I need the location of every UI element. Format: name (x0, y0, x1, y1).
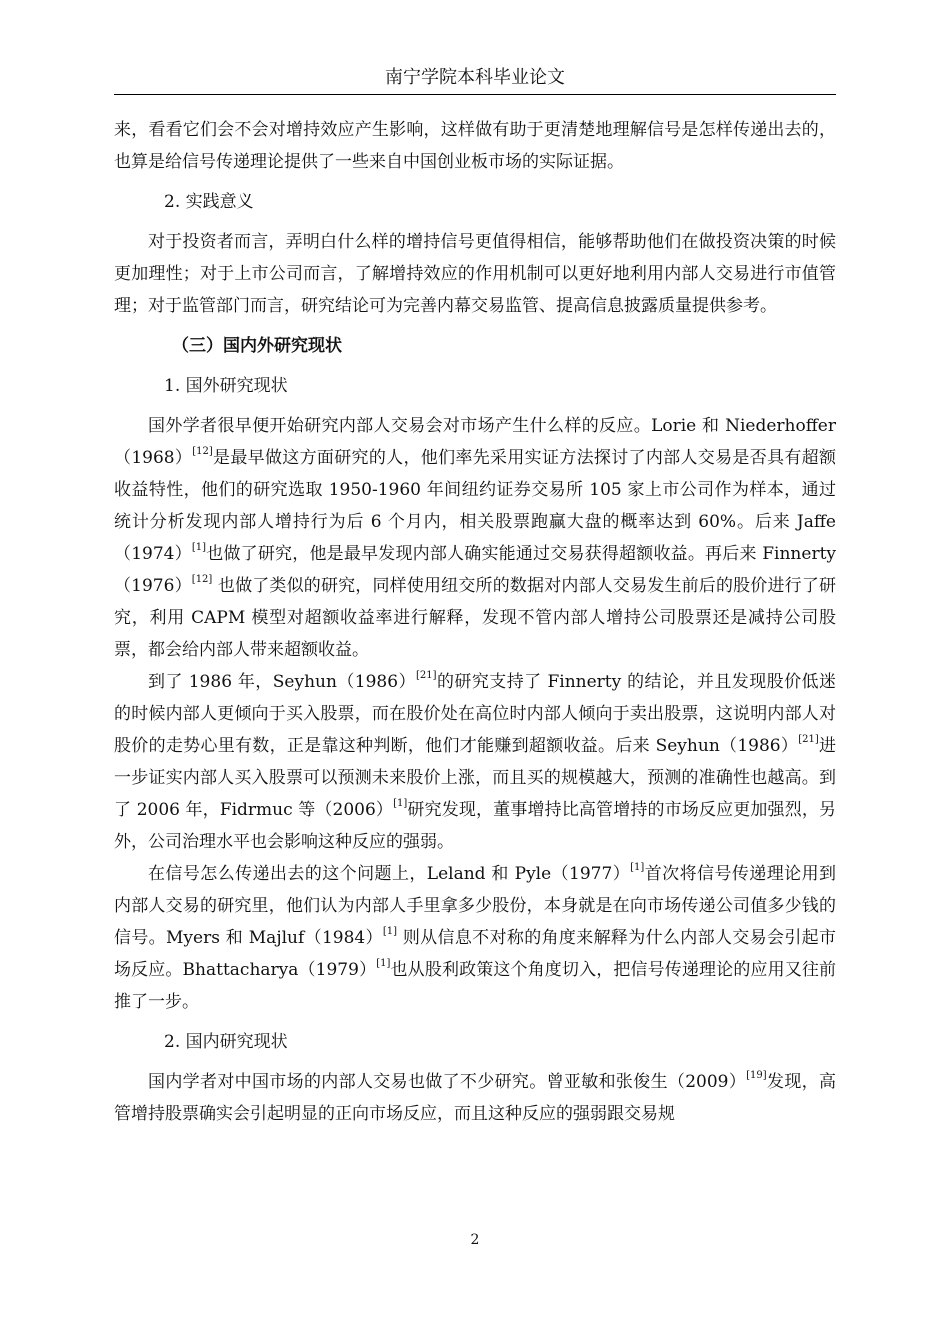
text-segment: 国外学者很早便开始研究内部人交易会对市场产生什么样的反应。Lorie 和 Niederhoffer（1968） (114, 416, 836, 468)
text-segment: 进一步证实内部人买入股票可以预测未来股价上涨，而且买的规模越大，预测的准确性也越高。到了 2006 年，Fidrmuc 等（2006） (114, 736, 837, 820)
body-text (114, 114, 836, 1130)
text-segment: 的研究支持了 Finnerty 的结论，并且发现股价低迷的时候内部人更倾向于买入股票，而在股价处在高位时内部人倾向于卖出股票，这说明内部人对股价的走势心里有数，正是靠这种判断，他们才能赚到超额收益。后来 Seyhun（1986） (114, 672, 836, 756)
subheading-foreign-research: 1. 国外研究现状 (164, 376, 288, 396)
paragraph-practical-significance: 对于投资者而言，弄明白什么样的增持信号更值得相信，能够帮助他们在做投资决策的时候更加理性；对于上市公司而言，了解增持效应的作用机制可以更好地利用内部人交易进行市值管理；对于监管部门而言，研究结论可为完善内幕交易监管、提高信息披露质量提供参考。 (114, 232, 836, 316)
text-segment: 也从股利政策这个角度切入，把信号传递理论的应用又往前推了一步。 (114, 960, 837, 1012)
citation-ref: [12] (192, 446, 213, 458)
page-number: 2 (470, 1232, 480, 1248)
citation-ref: [1] (191, 542, 207, 554)
text-segment: 也做了类似的研究，同样使用纽交所的数据对内部人交易发生前后的股价进行了研究，利用 CAPM 模型对超额收益率进行解释，发现不管内部人增持公司股票还是减持公司股票，都会给内部人带来超额收益。 (114, 576, 837, 660)
text-segment: 首次将信号传递理论用到内部人交易的研究里，他们认为内部人手里拿多少股份，本身就是在向市场传递公司值多少钱的信号。Myers 和 Majluf（1984） (114, 864, 836, 948)
citation-ref: [21] (415, 670, 437, 682)
citation-ref: [1] (630, 862, 645, 874)
citation-ref: [19] (746, 1070, 767, 1082)
citation-ref: [12] (191, 574, 213, 586)
citation-ref: [21] (798, 734, 819, 746)
section-heading-research-status: （三）国内外研究现状 (172, 336, 342, 356)
text-segment: 发现，高管增持股票确实会引起明显的正向市场反应，而且这种反应的强弱跟交易规 (114, 1072, 837, 1124)
subheading-domestic-research: 2. 国内研究现状 (164, 1032, 288, 1052)
text-segment: 则从信息不对称的角度来解释为什么内部人交易会引起市场反应。Bhattacharya（1979） (114, 928, 837, 980)
subheading-practical-significance: 2. 实践意义 (164, 192, 254, 212)
text-segment: 也做了研究，他是最早发现内部人确实能通过交易获得超额收益。再后来 Finnerty（1976） (114, 544, 837, 596)
citation-ref: [1] (382, 926, 398, 938)
header-divider (114, 94, 836, 95)
text-segment: 是最早做这方面研究的人，他们率先采用实证方法探讨了内部人交易是否具有超额收益特性，他们的研究选取 1950-1960 年间纽约证券交易所 105 家上市公司作为样本，通过统计分析发现内部人增持行为后 6 个月内，相关股票跑赢大盘的概率达到 60%。后来 Jaffe（1974） (114, 448, 836, 564)
paragraph-foreign-research-2 (114, 666, 836, 858)
paragraph-foreign-research-3 (114, 858, 836, 1018)
text-segment: 国内学者对中国市场的内部人交易也做了不少研究。曾亚敏和张俊生（2009） (148, 1072, 747, 1092)
running-header: 南宁学院本科毕业论文 (385, 67, 565, 88)
text-segment: 研究发现，董事增持比高管增持的市场反应更加强烈，另外，公司治理水平也会影响这种反应的强弱。 (114, 800, 836, 852)
paragraph-intro-continuation: 来，看看它们会不会对增持效应产生影响，这样做有助于更清楚地理解信号是怎样传递出去的，也算是给信号传递理论提供了一些来自中国创业板市场的实际证据。 (114, 120, 836, 172)
text-segment: 在信号怎么传递出去的这个问题上，Leland 和 Pyle（1977） (148, 864, 631, 884)
text-segment: 到了 1986 年，Seyhun（1986） (148, 672, 416, 692)
paragraph-domestic-research-1 (114, 1066, 836, 1130)
citation-ref: [1] (376, 958, 391, 970)
paragraph-foreign-research-1 (114, 410, 836, 666)
citation-ref: [1] (393, 798, 408, 810)
